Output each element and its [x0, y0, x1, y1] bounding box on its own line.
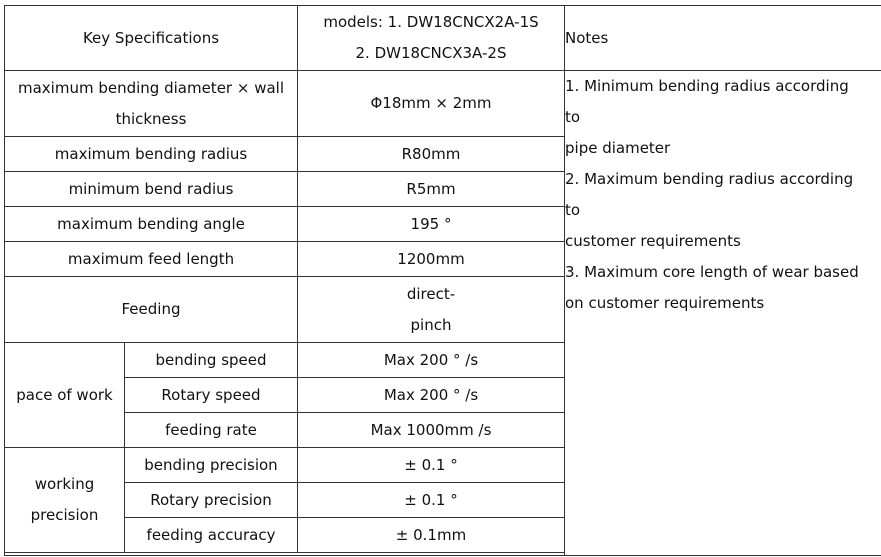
spec-label: maximum bending angle — [5, 207, 298, 242]
spec-label: feeding rate — [125, 413, 298, 448]
spec-label: bending precision — [125, 448, 298, 483]
notes-header: Notes — [565, 6, 881, 71]
spec-value-diameter: Φ18mm × 2mm — [298, 71, 565, 137]
spec-label: bending speed — [125, 343, 298, 378]
note-line: customer requirements — [565, 232, 741, 250]
models-header — [298, 6, 565, 71]
spec-value: ± 0.1 ° — [298, 448, 565, 483]
notes-cell — [565, 71, 881, 556]
spec-label: Rotary precision — [125, 483, 298, 518]
note-line: 3. Maximum core length of wear based — [565, 263, 859, 281]
models-line-2: 2. DW18CNCX3A-2S — [355, 44, 507, 62]
group-label-line: precision — [30, 506, 99, 524]
spec-label-feeding: Feeding — [5, 277, 298, 343]
spec-label: minimum bend radius — [5, 172, 298, 207]
specifications-table — [4, 5, 881, 556]
spec-label-line: thickness — [115, 109, 187, 128]
note-line: on customer requirements — [565, 294, 765, 312]
spec-value: 1200mm — [298, 242, 565, 277]
spec-label: Rotary speed — [125, 378, 298, 413]
spec-value-line: direct- — [406, 284, 456, 303]
group-label-line: working — [34, 475, 95, 493]
spec-value: ± 0.1 ° — [298, 483, 565, 518]
spec-value: R80mm — [298, 137, 565, 172]
spec-value-feeding — [298, 277, 565, 343]
note-line: 2. Maximum bending radius according to — [565, 170, 854, 219]
spec-label-line: maximum bending diameter × wall — [18, 78, 284, 97]
cutoff-cell — [5, 553, 565, 556]
spec-value: 195 ° — [298, 207, 565, 242]
spec-value: Max 200 ° /s — [298, 378, 565, 413]
spec-value: R5mm — [298, 172, 565, 207]
group-label-precision — [5, 448, 125, 553]
spec-value-line: pinch — [410, 315, 452, 334]
models-line-1: models: 1. DW18CNCX2A-1S — [323, 13, 539, 31]
note-line: 1. Minimum bending radius according to — [565, 77, 849, 126]
spec-value: Max 200 ° /s — [298, 343, 565, 378]
note-line: pipe diameter — [565, 139, 671, 157]
key-specifications-header: Key Specifications — [5, 6, 298, 71]
group-label-pace: pace of work — [5, 343, 125, 448]
spec-label-diameter — [5, 71, 298, 137]
spec-value: ± 0.1mm — [298, 518, 565, 553]
table-header-row — [5, 6, 881, 71]
table-row — [5, 71, 881, 137]
spec-label: feeding accuracy — [125, 518, 298, 553]
spec-label: maximum feed length — [5, 242, 298, 277]
spec-label: maximum bending radius — [5, 137, 298, 172]
spec-value: Max 1000mm /s — [298, 413, 565, 448]
